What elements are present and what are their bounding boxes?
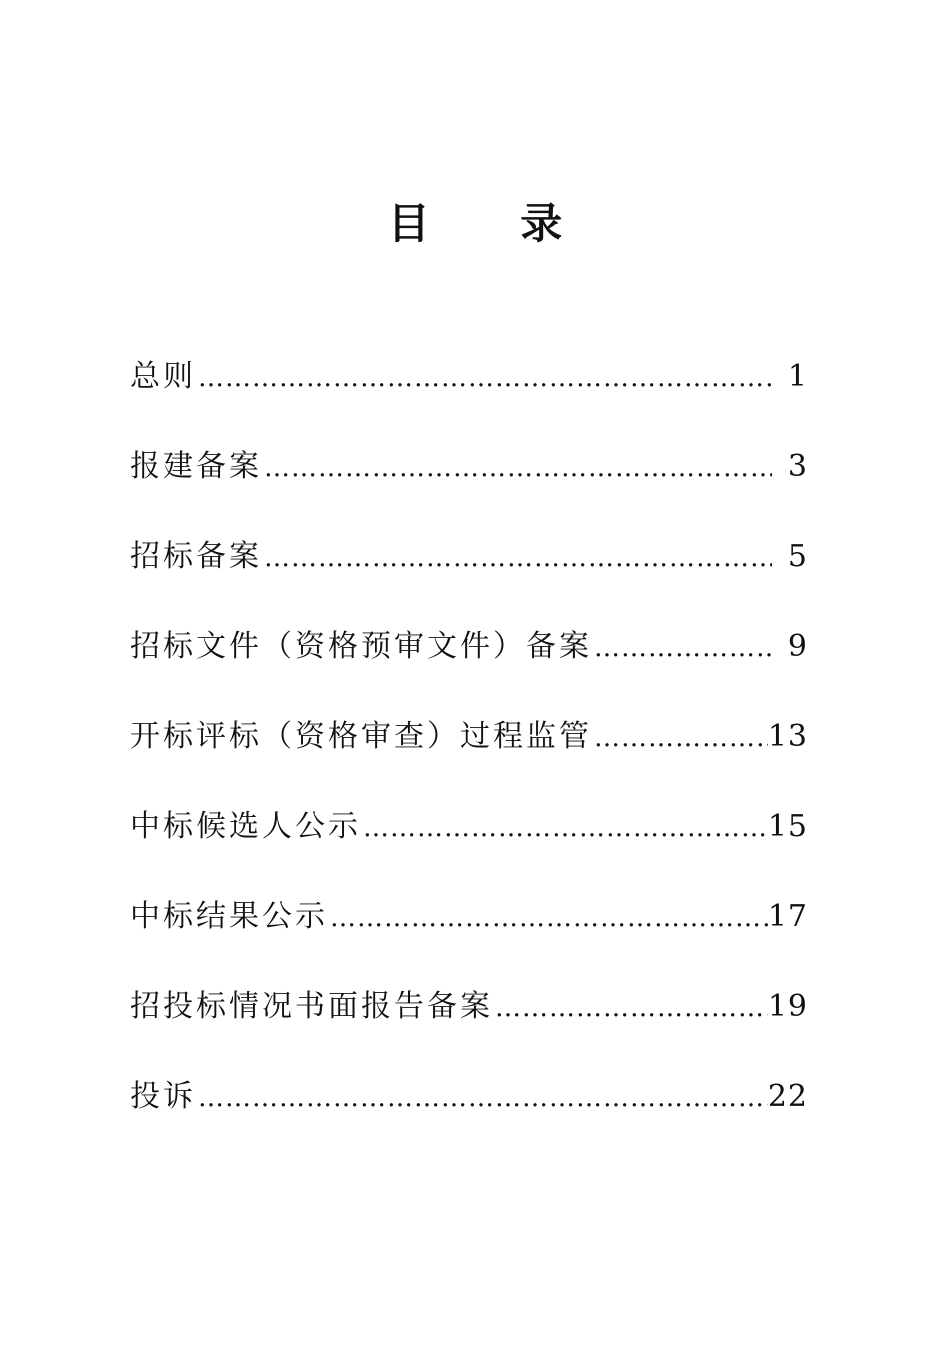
toc-entry-label: 中标结果公示 <box>130 899 328 934</box>
toc-entry-label: 招标文件（资格预审文件）备案 <box>130 629 592 664</box>
toc-entry-label: 招标备案 <box>130 539 262 574</box>
dot-leader <box>594 623 772 673</box>
toc-entry-page-number: 5 <box>787 539 808 574</box>
toc-entry[interactable] <box>130 622 808 712</box>
toc-entry[interactable] <box>130 442 808 532</box>
toc-entry-label: 招投标情况书面报告备案 <box>130 989 493 1024</box>
toc-entry[interactable] <box>130 1072 808 1162</box>
dot-leader <box>594 713 768 763</box>
toc-entry-label: 投诉 <box>130 1079 196 1114</box>
toc-entry-page-number: 13 <box>767 719 808 754</box>
toc-entry[interactable] <box>130 892 808 982</box>
toc-entry-label: 总则 <box>130 359 196 394</box>
toc-entry-page-number: 3 <box>787 449 808 484</box>
toc-entry[interactable] <box>130 532 808 622</box>
toc-entry[interactable] <box>130 712 808 802</box>
dot-leader <box>264 443 772 493</box>
toc-entry-page-number: 22 <box>767 1079 808 1114</box>
page-title: 目 录 <box>387 199 601 249</box>
toc-entry-page-number: 1 <box>787 359 808 394</box>
toc-entry-label: 中标候选人公示 <box>130 809 361 844</box>
dot-leader <box>363 803 768 853</box>
toc-entry-page-number: 17 <box>767 899 808 934</box>
table-of-contents <box>130 352 808 1162</box>
toc-entry[interactable] <box>130 982 808 1072</box>
dot-leader <box>198 1073 768 1123</box>
dot-leader <box>330 893 768 943</box>
toc-entry-page-number: 19 <box>767 989 808 1024</box>
dot-leader <box>198 353 772 403</box>
toc-entry-label: 报建备案 <box>130 449 262 484</box>
toc-entry[interactable] <box>130 352 808 442</box>
toc-entry-label: 开标评标（资格审查）过程监管 <box>130 719 592 754</box>
toc-entry[interactable] <box>130 802 808 892</box>
toc-entry-page-number: 15 <box>767 809 808 844</box>
toc-entry-page-number: 9 <box>787 629 808 664</box>
dot-leader <box>495 983 768 1033</box>
dot-leader <box>264 533 772 583</box>
